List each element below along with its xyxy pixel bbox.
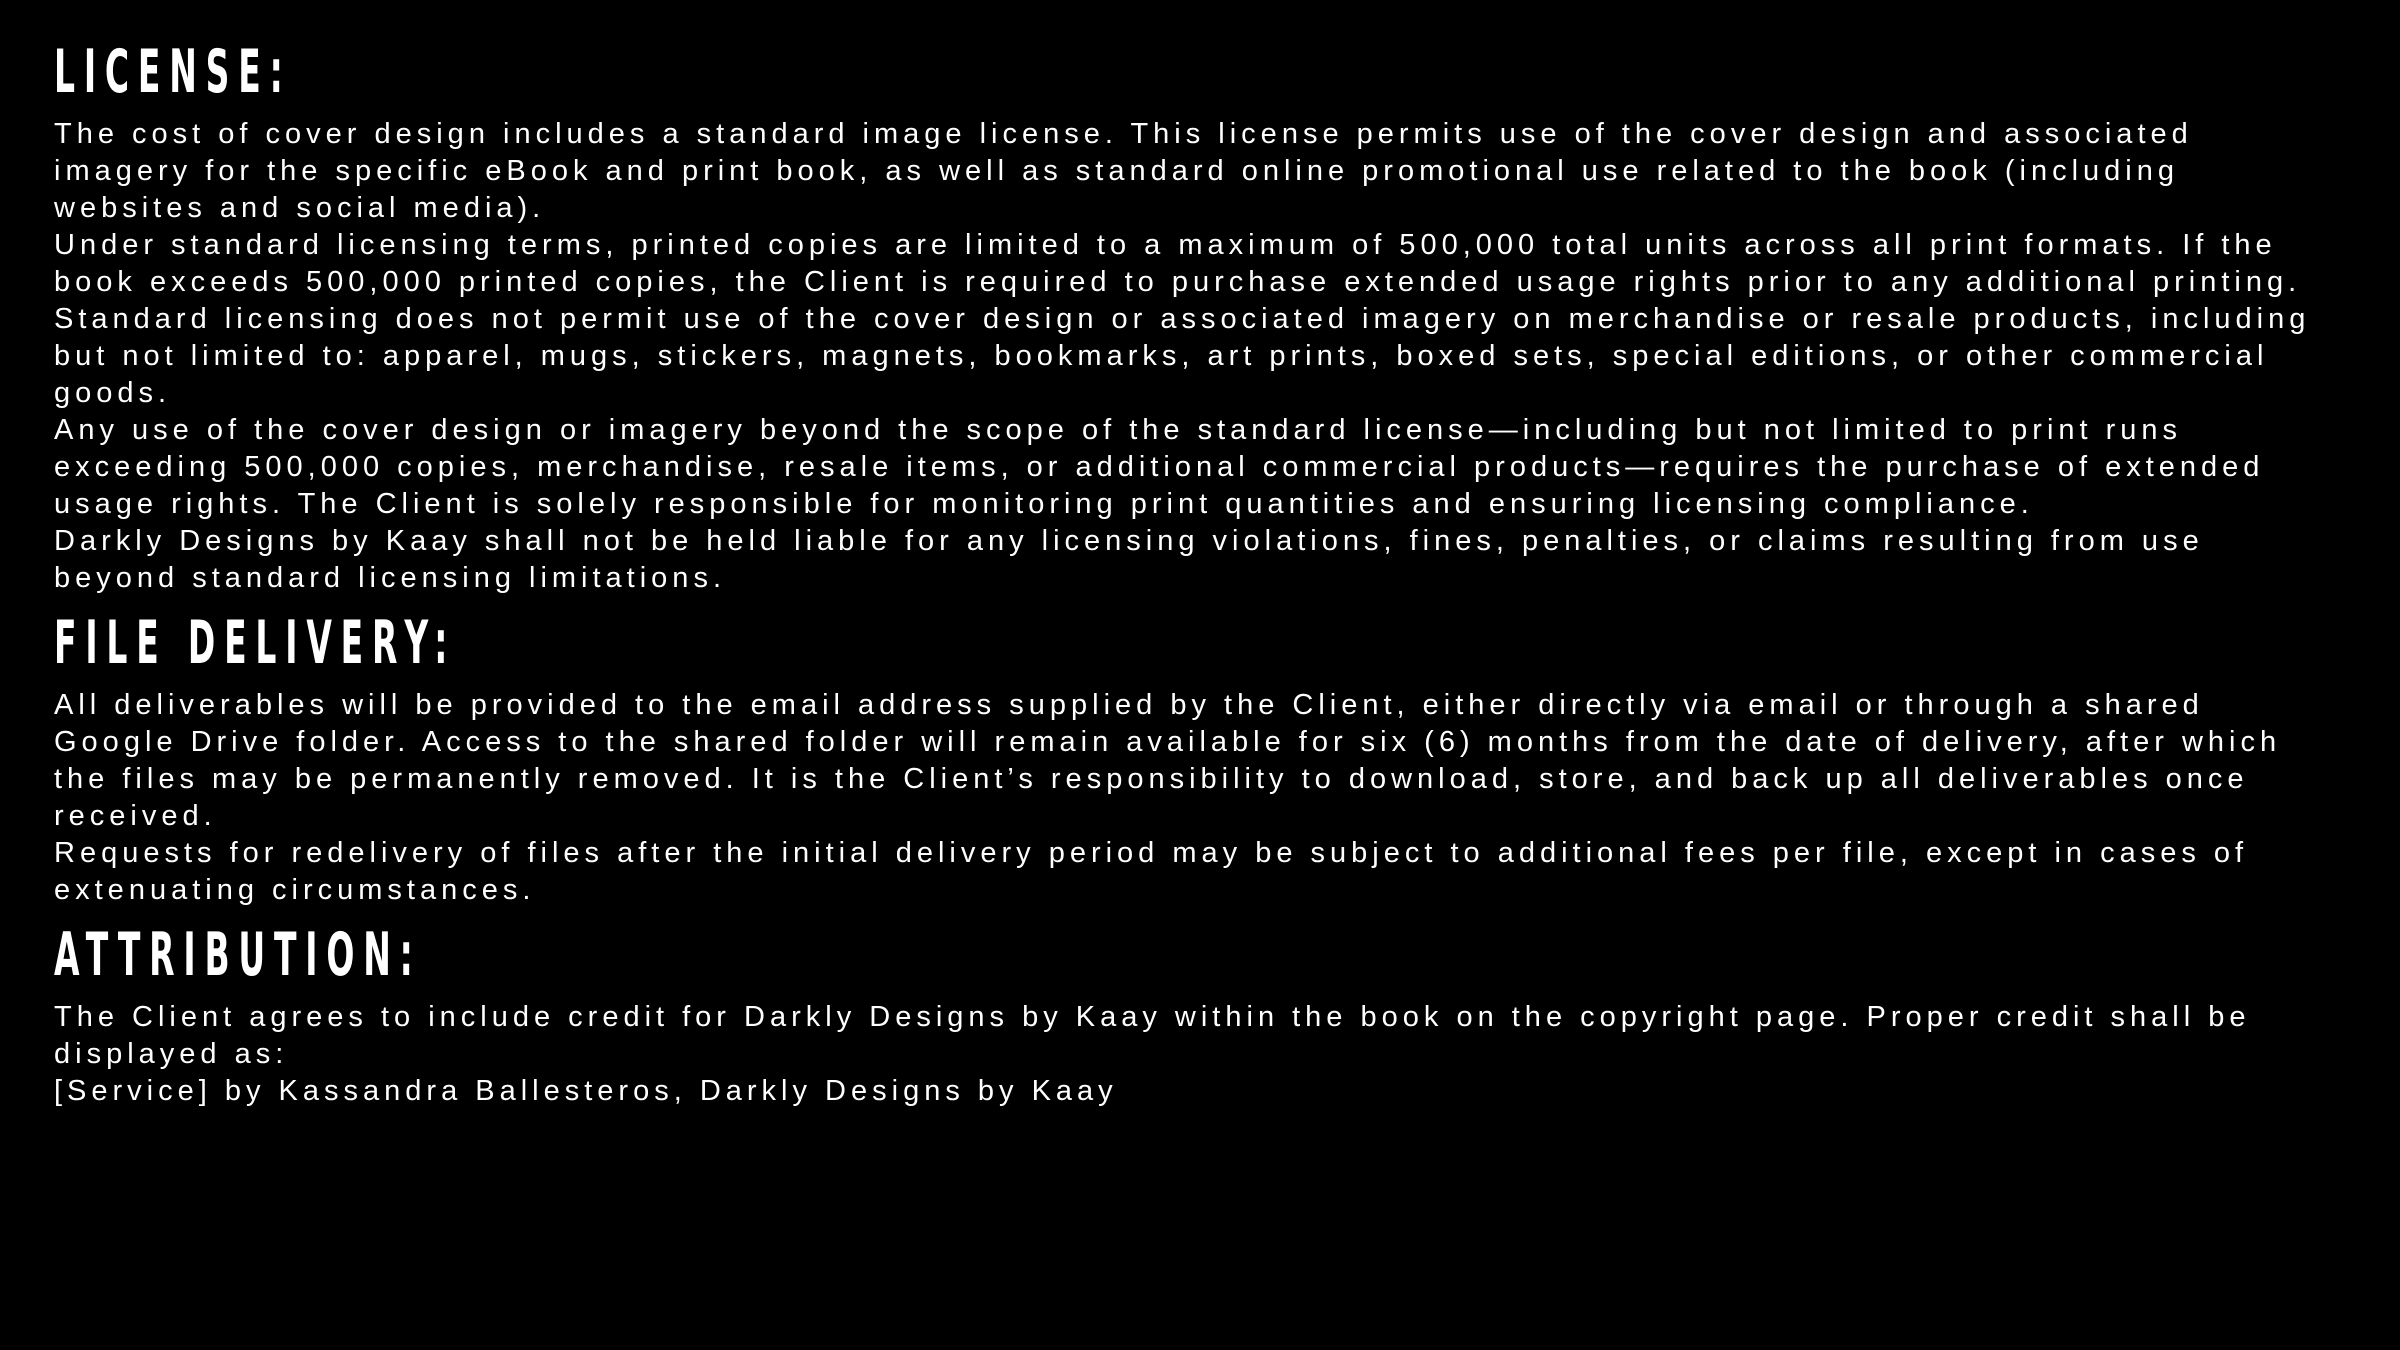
attribution-body: [54, 999, 2354, 1110]
attribution-heading: ATTRIBUTION:: [54, 920, 422, 990]
file-delivery-section: [54, 608, 2354, 909]
attribution-paragraph: The Client agrees to include credit for Darkly Designs by Kaay within the book on the copyright page. Proper credit shall be displayed as:: [54, 1001, 2251, 1070]
attribution-section: [54, 920, 2354, 1110]
file-delivery-body: [54, 687, 2354, 909]
license-body: [54, 116, 2354, 597]
license-paragraph: Any use of the cover design or imagery beyond the scope of the standard license—including but not limited to print runs exceeding 500,000 copies, merchandise, resale items, or additional commercial products—requires the purchase of extended usage rights. The Client is solely responsible for monitoring print quantities and ensuring licensing compliance.: [54, 414, 2265, 520]
attribution-credit-line: [Service] by Kassandra Ballesteros, Darkly Designs by Kaay: [54, 1075, 1118, 1107]
license-paragraph: Under standard licensing terms, printed copies are limited to a maximum of 500,000 total units across all print formats. If the book exceeds 500,000 printed copies, the Client is required to purchase extended usage rights prior to any additional printing.: [54, 229, 2302, 298]
file-delivery-paragraph: Requests for redelivery of files after the initial delivery period may be subject to additional fees per file, except in cases of extenuating circumstances.: [54, 837, 2249, 906]
license-section: [54, 37, 2354, 597]
license-heading: LICENSE:: [54, 37, 292, 107]
file-delivery-paragraph: All deliverables will be provided to the email address supplied by the Client, either directly via email or through a shared Google Drive folder. Access to the shared folder will remain available for six (6) months from the date of delivery, after which the files may be permanently removed. It is the Client’s responsibility to download, store, and back up all deliverables once received.: [54, 689, 2282, 832]
license-paragraph: The cost of cover design includes a standard image license. This license permits use of the cover design and associated imagery for the specific eBook and print book, as well as standard online promotional use related to the book (including websites and social media).: [54, 118, 2193, 224]
document-content: [54, 37, 2354, 1124]
license-paragraph: Darkly Designs by Kaay shall not be held liable for any licensing violations, fines, penalties, or claims resulting from use beyond standard licensing limitations.: [54, 525, 2204, 594]
license-paragraph: Standard licensing does not permit use of the cover design or associated imagery on merchandise or resale products, including but not limited to: apparel, mugs, stickers, magnets, bookmarks, art prints, boxed sets, special editions, or other commercial goods.: [54, 303, 2311, 409]
file-delivery-heading: FILE DELIVERY:: [54, 608, 457, 678]
